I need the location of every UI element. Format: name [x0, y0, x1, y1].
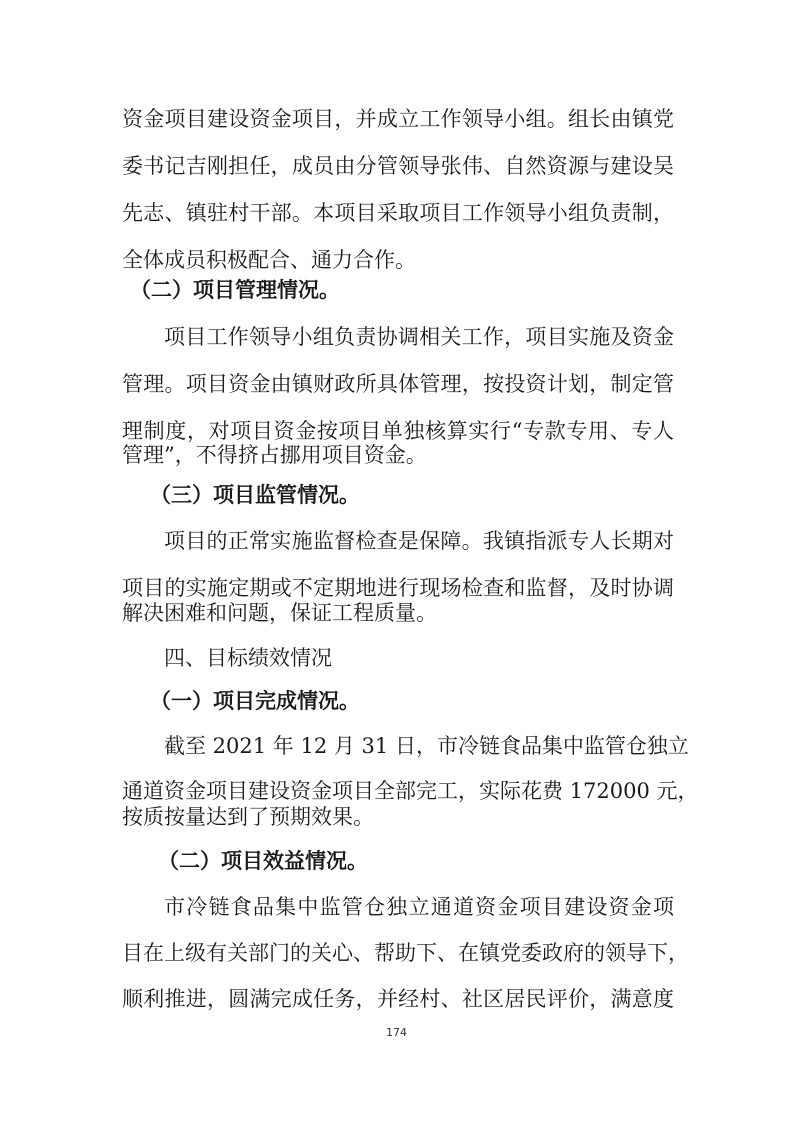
section-heading: （三）项目监管情况。	[150, 483, 360, 507]
paragraph-line: 解决困难和问题，保证工程质量。	[122, 601, 437, 625]
paragraph-line: 全体成员积极配合、通力合作。	[122, 248, 416, 272]
page-number: 174	[386, 1026, 407, 1039]
paragraph-line: 按质按量达到了预期效果。	[122, 805, 374, 829]
paragraph-line: 项目的实施定期或不定期地进行现场检查和监督，及时协调	[122, 576, 674, 600]
section-heading: （一）项目完成情况。	[150, 689, 360, 713]
paragraph-line: 理制度，对项目资金按项目单独核算实行“专款专用、专人	[122, 419, 674, 443]
paragraph-line: 项目工作领导小组负责协调相关工作，项目实施及资金	[164, 325, 674, 349]
paragraph-line: 先志、镇驻村干部。本项目采取项目工作领导小组负责制，	[122, 201, 674, 225]
section-title: 四、目标绩效情况	[164, 646, 332, 670]
paragraph-line: 截至 2021 年 12 月 31 日，市冷链食品集中监管仓独立	[164, 734, 689, 758]
section-heading: （二）项目管理情况。	[130, 278, 340, 302]
paragraph-line: 市冷链食品集中监管仓独立通道资金项目建设资金项	[164, 895, 674, 919]
paragraph-line: 委书记吉刚担任，成员由分管领导张伟、自然资源与建设吴	[122, 154, 674, 178]
paragraph-line: 通道资金项目建设资金项目全部完工，实际花费 172000 元，	[122, 779, 699, 803]
section-heading: （二）项目效益情况。	[158, 849, 368, 873]
paragraph-line: 管理。项目资金由镇财政所具体管理，按投资计划，制定管	[122, 372, 674, 396]
paragraph-line: 项目的正常实施监督检查是保障。我镇指派专人长期对	[164, 529, 674, 553]
paragraph-line: 资金项目建设资金项目，并成立工作领导小组。组长由镇党	[122, 107, 674, 131]
paragraph-line: 管理”，不得挤占挪用项目资金。	[122, 443, 427, 467]
paragraph-line: 目在上级有关部门的关心、帮助下、在镇党委政府的领导下，	[122, 941, 689, 965]
paragraph-line: 顺利推进，圆满完成任务，并经村、社区居民评价，满意度	[122, 987, 674, 1011]
